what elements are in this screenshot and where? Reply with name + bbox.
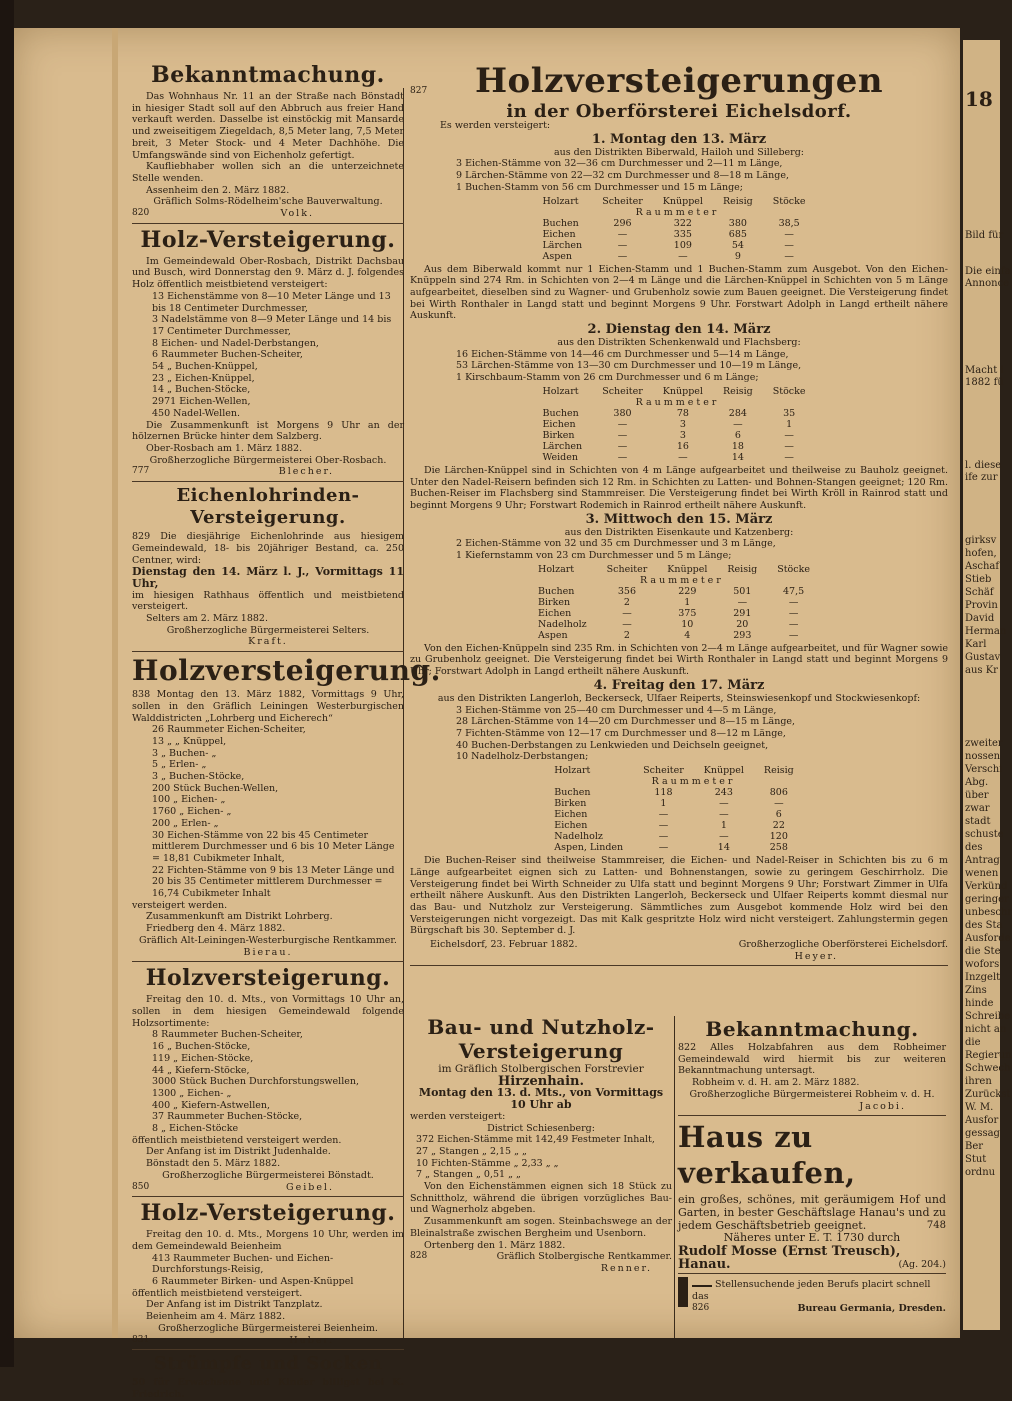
ad-number: 826 <box>692 1302 710 1313</box>
list-item: 28 Lärchen-Stämme von 14—20 cm Durchmesser und 8—15 m Länge, <box>456 716 796 728</box>
adjacent-text: schuste <box>965 829 1004 840</box>
ad-place-date: Ober-Rosbach am 1. März 1882. <box>146 442 303 454</box>
ad-item-list <box>416 1134 672 1181</box>
adjacent-text: zweiter <box>965 738 1003 749</box>
column-header: Holzart <box>554 765 591 777</box>
ad-place-date: Bönstadt den 5. März 1882. <box>146 1158 281 1170</box>
table-row: Buchen 380 78 284 35 <box>542 407 796 419</box>
column-header: Knüppel <box>667 563 708 575</box>
ad-signer: Jacobi. <box>859 1100 906 1112</box>
agency-city: Hanau. <box>678 1256 731 1272</box>
list-item: 7 Fichten-Stämme von 12—17 cm Durchmesser und 8—12 m Länge, <box>456 727 786 739</box>
ad-place-date: Beienheim am 4. März 1882. <box>146 1311 286 1323</box>
list-item: 2971 Eichen-Wellen, <box>152 396 251 408</box>
table-row: Lärchen — 16 18 — <box>542 440 794 452</box>
adjacent-text: W. M. <box>965 1102 994 1113</box>
adjacent-text: stadt <box>965 816 991 827</box>
ad-place-date: Ortenberg den 1. März 1882. <box>424 1239 566 1251</box>
ad-signer: Volk. <box>280 208 314 220</box>
list-item: 13 „ „ Knüppel, <box>152 735 227 747</box>
ad-divider <box>132 961 404 962</box>
article-authority: Großherzogliche Oberförsterei Eichelsdorf. <box>738 939 948 951</box>
section-items <box>456 349 948 384</box>
ad-title: Versteigerung <box>458 1039 624 1063</box>
ad-tail: öffentlich meistbietend versteigert werden. <box>132 1134 342 1146</box>
column-header: Stöcke <box>772 195 806 207</box>
ad-item-list <box>152 1253 404 1288</box>
ad-divider <box>678 1115 946 1116</box>
list-item: 2 Eichen-Stämme von 32 und 35 cm Durchmesser und 3 m Länge, <box>456 538 776 550</box>
unit-header: Raummeter <box>651 776 736 788</box>
ad-title: Bau- und Nutzholz- <box>427 1015 655 1039</box>
section-items <box>456 538 948 561</box>
adjacent-text: gessag <box>965 1128 1000 1139</box>
unit-header: Raummeter <box>635 396 720 408</box>
list-item: 372 Eichen-Stämme mit 142,49 Festmeter Inhalt, <box>416 1134 655 1146</box>
adjacent-text: Ber <box>965 1141 984 1152</box>
ad-text: Das Wohnhaus Nr. 11 an der Straße nach Bönstadt in hiesiger Stadt soll auf den Abbruch aus freier Hand verkauft werden. Dasselbe ist einstöckig mit Mansarde und zweiseitigem Ziegeldach, 8,5 Meter lang, 7,5 Meter breit, 3 Meter Stock- und 4 Meter Dachhöhe. Die Umfangswände sind von Eichenholz gefertigt. <box>132 91 404 161</box>
adjacent-text: Antrag <box>965 855 1000 866</box>
ad-item-list <box>152 1029 404 1134</box>
adjacent-page-fragment <box>963 40 1012 1330</box>
table-row: Lärchen — 109 54 — <box>542 239 794 251</box>
section-notes: Die Buchen-Reiser sind theilweise Stammreiser, die Eichen- und Nadel-Reiser in Schichten bis zu 6 m Länge aufgearbeitet eignen sich zu Latten- und Bohnenstangen, sowie zu geringem Geschirrholz. Die Versteigerung findet bei Wirth Schneider zu Ulfa statt und beginnt Morgens 9 Uhr; Forstwart Zimmer in Ulfa ertheilt nähere Auskunft. Aus den Distrikten Langerloh, Beckerseck und Ulfaer Reiperts kommt diesmal nur das Bau- und Nutzholz zur Versteigerung. Sämmtliches zum Ausgebot kommende Holz wird bei den Versteigerungen nicht vorgezeigt. Das mit Kalk gespritzte Holz wird nicht versteigert. Zahlungstermin gegen Bürgschaft bis 30. September d. J. <box>410 855 948 937</box>
table-row: Nadelholz — — 120 <box>554 831 788 843</box>
ad-signer: Kraft. <box>248 636 288 648</box>
ad-title: Holzversteigerung. <box>132 654 441 688</box>
section-districts: aus den Distrikten Biberwald, Hailoh und Silleberg: <box>554 146 804 158</box>
table-row: Buchen 118 243 806 <box>554 787 788 799</box>
ad-text: Stellensuchende jeden Berufs placirt schnell das <box>692 1279 931 1303</box>
column-header: Reisig <box>722 385 753 397</box>
adjacent-text: Ausfor <box>965 1115 999 1126</box>
adjacent-text: Bild für <box>965 230 1004 241</box>
section-items <box>456 158 948 193</box>
list-item: 23 „ Eichen-Knüppel, <box>152 372 255 384</box>
holzversteigerung-friedberg-ad <box>132 654 441 958</box>
table-row: Birken 1 — — <box>554 798 784 810</box>
column-header: Stöcke <box>772 385 806 397</box>
column-rule <box>674 1016 675 1338</box>
list-item: 3 Eichen-Stämme von 32—36 cm Durchmesser und 2—11 m Länge, <box>456 158 783 170</box>
ad-tail: versteigert werden. <box>132 899 228 911</box>
ad-authority: Großherzogliche Bürgermeisterei Selters. <box>166 624 370 636</box>
ad-authority: Gräflich Alt-Leiningen-Westerburgische Rentkammer. <box>139 934 397 946</box>
article-intro: Es werden versteigert: <box>440 120 551 131</box>
list-item: 450 Nadel-Wellen. <box>152 407 241 419</box>
adjacent-text: Annonce <box>965 278 1010 289</box>
list-item: 44 „ Kiefern-Stöcke, <box>152 1064 250 1076</box>
table-row: Aspen — — 9 — <box>542 250 794 262</box>
list-item: 53 Lärchen-Stämme von 13—30 cm Durchmesser und 10—19 m Länge, <box>456 360 802 372</box>
ad-meeting: Zusammenkunft am Distrikt Lohrberg. <box>146 911 333 923</box>
ad-divider <box>678 1273 946 1274</box>
ad-signer: Huber. <box>289 1334 334 1346</box>
list-item: 7 „ Stangen „ 0,51 „ „ <box>416 1169 521 1181</box>
page-edge <box>112 28 118 1338</box>
section-notes: Von den Eichen-Knüppeln sind 235 Rm. in Schichten von 2—4 m Länge aufgearbeitet, und für Wagner sowie zu Grubenholz geeignet. Die Versteigerung findet bei Wirth Ronthaler in Langd statt und beginnt Morgens 9 Uhr; Forstwart Adolph in Langd ertheilt nähere Auskunft. <box>410 642 948 678</box>
table-row: Eichen — 1 22 <box>554 820 785 832</box>
eichenlohrinden-ad <box>132 485 404 648</box>
list-item: 37 Raummeter Buchen-Stöcke, <box>152 1111 303 1123</box>
ad-number: 850 <box>132 1181 150 1192</box>
ad-title: Haus zu verkaufen, <box>678 1120 856 1191</box>
list-item: 1 Buchen-Stamm von 56 cm Durchmesser und 15 m Länge; <box>456 181 744 193</box>
ad-text: 822 Alles Holzabfahren aus dem Robheimer Gemeindewald wird hiermit bis zur weiteren Bekanntmachung untersagt. <box>678 1042 946 1077</box>
adjacent-text: Macht i <box>965 365 1004 376</box>
ad-intro: Freitag den 10. d. Mts., Morgens 10 Uhr, werden im dem Gemeindewald Beienheim <box>132 1229 404 1252</box>
section-heading: 2. Dienstag den 14. März <box>587 322 771 338</box>
list-item: 6 Raummeter Buchen-Scheiter, <box>152 349 303 361</box>
adjacent-text: Zins <box>965 985 987 996</box>
adjacent-text: David <box>965 613 995 624</box>
ad-place-date: Robheim v. d. H. am 2. März 1882. <box>692 1077 860 1089</box>
table-row: Aspen 2 4 293 — <box>538 629 799 641</box>
adjacent-text: Schwech <box>965 1063 1011 1074</box>
list-item: 3000 Stück Buchen Durchforstungswellen, <box>152 1076 360 1088</box>
list-item: 413 Raummeter Buchen- und Eichen-Durchforstungs-Reisig, <box>152 1252 334 1276</box>
adjacent-text: ife zur <box>965 472 998 483</box>
ad-place-date: Selters am 2. März 1882. <box>146 613 268 625</box>
adjacent-text: Herman <box>965 626 1007 637</box>
adjacent-text: wenen <box>965 868 999 879</box>
main-article <box>410 60 948 969</box>
ad-divider <box>132 223 404 224</box>
ad-signer: Geibel. <box>285 1181 334 1193</box>
ad-place-date: Friedberg den 4. März 1882. <box>146 923 286 935</box>
auction-section-3 <box>410 512 948 678</box>
adjacent-text: Stut <box>965 1154 987 1165</box>
ad-text: im hiesigen Rathhaus öffentlich und meistbietend versteigert. <box>132 589 404 613</box>
list-item: 8 Eichen- und Nadel-Derbstangen, <box>152 337 319 349</box>
table-row: Eichen — — 6 <box>554 809 782 821</box>
bekanntmachung-robheim-ad <box>678 1016 946 1314</box>
holz-versteigerung-beienheim-ad <box>132 1200 404 1346</box>
section-notes: Die Lärchen-Knüppel sind in Schichten von 4 m Länge aufgearbeitet und theilweise zu Bauholz geeignet. Unter den Nadel-Reisern befinden sich 12 Rm. in Schichten zu Latten- und Bohnen-Stangen geeignet; 120 Rm. Buchen-Reiser im Flachsberg sind Stammreiser. Die Versteigerung findet bei Wirth Kröll in Rainrod statt und beginnt Morgens 9 Uhr; Forstwart Rodemich in Rainrod ertheilt nähere Auskunft. <box>410 464 948 511</box>
section-notes: Aus dem Biberwald kommt nur 1 Eichen-Stamm und 1 Buchen-Stamm zum Ausgebot. Von den Eichen-Knüppeln sind 274 Rm. in Schichten von 2—4 m Länge und die Lärchen-Knüppel in Schichten von 5 m Länge aufgearbeitet, dieselben sind zu Wagner- und Grubenholz sowie zum Bauen geeignet. Die Versteigerung findet bei Wirth Ronthaler in Langd statt und beginnt Morgens 9 Uhr. Forstwart Adolph in Langd ertheilt nähere Auskunft. <box>410 263 948 322</box>
ad-meeting: Der Anfang ist im Distrikt Tanzplatz. <box>146 1299 323 1311</box>
ad-title: Holz-Versteigerung. <box>140 226 396 253</box>
ad-subtitle: Hirzenhain. <box>498 1073 584 1089</box>
adjacent-text: hinde <box>965 998 994 1009</box>
list-item: 9 Lärchen-Stämme von 22—32 cm Durchmesser und 8—18 m Länge, <box>456 170 789 182</box>
auction-section-4 <box>410 678 948 937</box>
ad-intro: 838 Montag den 13. März 1882, Vormittags 9 Uhr, sollen in den Gräflich Leiningen Westerburgischen Walddistricten „Lohrberg und Eicherech“ <box>132 689 404 724</box>
list-item: 3 Nadelstämme von 8—9 Meter Länge und 14 bis 17 Centimeter Durchmesser, <box>152 314 392 337</box>
list-item: 3 „ Buchen-Stöcke, <box>152 771 245 783</box>
ad-item-list <box>152 724 404 900</box>
ad-signer: Renner. <box>600 1262 652 1274</box>
list-item: 27 „ Stangen „ 2,15 „ „ <box>416 1145 527 1157</box>
section-heading: 4. Freitag den 17. März <box>593 677 765 693</box>
list-item: 10 Nadelholz-Derbstangen; <box>456 751 589 763</box>
adjacent-text: Zurückst <box>965 1089 1011 1100</box>
table-row: Nadelholz — 10 20 — <box>538 618 799 630</box>
list-item: 16 „ Buchen-Stöcke, <box>152 1041 251 1053</box>
auction-section-2 <box>410 322 948 512</box>
adjacent-text: nossen <box>965 751 1001 762</box>
list-item: 40 Buchen-Derbstangen zu Lenkwieden und Deichseln geeignet, <box>456 739 769 751</box>
adjacent-text: Ausforde <box>965 933 1011 944</box>
table-row: Aspen, Linden — 14 258 <box>554 842 788 854</box>
list-item: 1300 „ Eichen- „ <box>152 1087 232 1099</box>
ad-place-date: Assenheim den 2. März 1882. <box>146 184 290 196</box>
bekanntmachung-ad <box>132 62 404 220</box>
adjacent-text: 1882 fü <box>965 377 1004 388</box>
column-header: Scheiter <box>602 195 643 207</box>
agency-name: Rudolf Mosse (Ernst Treusch), <box>678 1243 901 1259</box>
auction-section-1 <box>410 132 948 322</box>
adjacent-page-number: 18 <box>965 87 993 111</box>
list-item: 100 „ Eichen- „ <box>152 794 226 806</box>
table-row: Buchen 356 229 501 47,5 <box>538 585 805 597</box>
holzversteigerung-boenstadt-ad <box>132 965 404 1193</box>
adjacent-text: Abg. <box>965 777 989 788</box>
article-place-date: Eichelsdorf, 23. Februar 1882. <box>430 939 578 951</box>
table-row: Buchen 296 322 380 38,5 <box>542 217 800 229</box>
adjacent-text: Provin <box>965 600 998 611</box>
adjacent-text: girksv <box>965 535 997 546</box>
stellensuchende-ad <box>678 1277 946 1314</box>
adjacent-text: über <box>965 790 989 801</box>
adjacent-text: geringer <box>965 894 1009 905</box>
list-item: 1 Kirschbaum-Stamm von 26 cm Durchmesser und 6 m Länge; <box>456 372 759 384</box>
holz-versteigerung-ober-rosbach-ad <box>132 227 404 478</box>
adjacent-text: Regierun <box>965 1050 1012 1061</box>
column-header: Knüppel <box>703 765 744 777</box>
ad-authority: Großherzogliche Bürgermeisterei Robheim v. d. H. <box>689 1088 935 1100</box>
adjacent-text: hofen, <box>965 548 997 559</box>
binder-edge <box>0 0 14 1367</box>
article-signer: Heyer. <box>794 950 838 962</box>
ad-authority: Gräflich Solms-Rödelheim'sche Bauverwaltung. <box>153 196 383 208</box>
adjacent-text: zwar <box>965 803 990 814</box>
list-item: 200 Stück Buchen-Wellen, <box>152 782 279 794</box>
adjacent-text: l. diese <box>965 460 1002 471</box>
table-row: Eichen — 375 291 — <box>538 607 799 619</box>
adjacent-text: die Ste <box>965 946 1001 957</box>
ad-number: 828 <box>410 1251 428 1262</box>
list-item: 54 „ Buchen-Knüppel, <box>152 361 258 373</box>
list-item: 400 „ Kiefern-Astwellen, <box>152 1099 271 1111</box>
column-header: Holzart <box>542 385 579 397</box>
list-item: 1 Kiefernstamm von 23 cm Durchmesser und 5 m Länge; <box>456 550 732 562</box>
list-item: 30 Eichen-Stämme von 22 bis 45 Centimeter mittlerem Durchmesser und 6 bis 10 Meter Länge = 18,81 Cubikmeter Inhalt, <box>152 829 395 864</box>
ad-authority: Großherzogliche Bürgermeisterei Bönstadt. <box>162 1169 374 1181</box>
ad-divider <box>132 481 404 482</box>
ad-title: Strümpfe und Socken <box>153 1353 383 1375</box>
ad-text: ein großes, schönes, mit geräumigem Hof und Garten, in bester Geschäftslage Hanau's und zu jedem Geschäftsbetrieb geeignet. <box>678 1193 946 1233</box>
column-header: Reisig <box>727 563 758 575</box>
ad-date-line: Montag den 13. d. Mts., von Vormittags 10 Uhr ab <box>418 1086 664 1112</box>
ad-number: 777 <box>132 466 150 477</box>
column-header: Scheiter <box>602 385 643 397</box>
decorative-block-icon <box>678 1277 688 1307</box>
column-header: Holzart <box>542 195 579 207</box>
ad-intro: Im Gemeindewald Ober-Rosbach, Distrikt Dachsbau und Busch, wird Donnerstag den 9. März d. J. folgendes Holz öffentlich meistbietend versteigert: <box>132 255 404 291</box>
column-header: Scheiter <box>643 765 684 777</box>
adjacent-text: Schäf <box>965 587 994 598</box>
section-districts: aus den Distrikten Schenkenwald und Flachsberg: <box>557 337 801 349</box>
list-item: 1760 „ Eichen- „ <box>152 806 232 818</box>
adjacent-text: Stieb <box>965 574 992 585</box>
table-row: Eichen — 335 685 — <box>542 228 794 240</box>
adjacent-text: Schreibe <box>965 1011 1011 1022</box>
column-header: Stöcke <box>777 563 810 575</box>
list-item: 13 Eichenstämme von 8—10 Meter Länge und 13 bis 18 Centimeter Durchmesser, <box>152 290 391 314</box>
ad-text: 50 für Erwachsene und Kinder billigst bei K. Friedrich. <box>132 1377 404 1400</box>
wood-table <box>554 765 803 853</box>
ad-title: Bekanntmachung. <box>705 1017 919 1041</box>
adjacent-text: Inzgelt <box>965 972 1001 983</box>
ad-contact: Näheres unter E. T. 1730 durch <box>723 1230 901 1244</box>
wood-table <box>538 564 820 641</box>
list-item: 8 „ Eichen-Stöcke <box>152 1123 239 1135</box>
bau-nutzholz-ad <box>410 1014 672 1275</box>
list-item: 119 „ Eichen-Stöcke, <box>152 1052 254 1064</box>
article-subtitle: in der Oberförsterei Eichelsdorf. <box>506 101 852 122</box>
section-items <box>456 705 948 764</box>
ad-authority: Großherzogliche Bürgermeisterei Beienheim. <box>158 1322 378 1334</box>
list-item: 10 Fichten-Stämme „ 2,33 „ „ <box>416 1157 559 1169</box>
column-header: Scheiter <box>606 563 648 575</box>
ad-title: Bekanntmachung. <box>151 62 385 88</box>
column-header: Knüppel <box>662 195 703 207</box>
ad-bureau: Bureau Germania, Dresden. <box>797 1302 946 1314</box>
ad-number: 748 <box>926 1220 946 1232</box>
ad-signer: Bierau. <box>243 946 293 958</box>
ad-text: 829 Die diesjährige Eichenlohrinde aus hiesigem Gemeindewald, 18- bis 20jähriger Bestand, ca. 250 Centner, wird: <box>132 531 404 566</box>
ad-text: werden versteigert: <box>410 1110 506 1122</box>
adjacent-text: Die einfa <box>965 266 1011 277</box>
ad-authority: Gräflich Stolbergische Rentkammer. <box>496 1251 672 1263</box>
agency-code: (Ag. 204.) <box>898 1258 946 1270</box>
table-row: Weiden — — 14 — <box>542 451 794 463</box>
ad-date-line: Dienstag den 14. März l. J., Vormittags 11 Uhr, <box>132 565 404 590</box>
column-header: Holzart <box>538 563 575 575</box>
ad-authority: Großherzogliche Bürgermeisterei Ober-Rosbach. <box>149 454 387 466</box>
ad-number: 831 <box>132 1334 150 1345</box>
wood-table <box>542 386 815 463</box>
adjacent-text: Aschaf <box>965 561 1000 572</box>
article-number: 827 <box>410 86 428 96</box>
section-heading: 1. Montag den 13. März <box>591 131 767 147</box>
list-item: 8 Raummeter Buchen-Scheiter, <box>152 1029 303 1041</box>
ad-meeting: Der Anfang ist im Distrikt Judenhalde. <box>146 1146 331 1158</box>
struempfe-ad <box>132 1353 404 1400</box>
ad-divider <box>132 651 404 652</box>
adjacent-text: Gustav <box>965 652 1001 663</box>
ad-divider <box>132 1196 404 1197</box>
list-item: 16 Eichen-Stämme von 14—46 cm Durchmesser und 5—14 m Länge, <box>456 348 789 360</box>
pointing-hand-icon <box>692 1277 712 1287</box>
ad-district: District Schiesenberg: <box>487 1122 595 1134</box>
list-item: 14 „ Buchen-Stöcke, <box>152 384 251 396</box>
adjacent-text: wofors <box>965 959 1000 970</box>
article-title: Holzversteigerungen <box>474 61 884 101</box>
adjacent-text: ihren <box>965 1076 992 1087</box>
unit-header: Raummeter <box>640 574 724 586</box>
list-item: 200 „ Erlen- „ <box>152 817 219 829</box>
ad-notes: Von den Eichenstämmen eignen sich 18 Stück zu Schnittholz, während die übrigen vorzügliches Bau- und Wagnerholz abgeben. <box>410 1181 672 1216</box>
section-heading: 3. Mittwoch den 15. März <box>585 511 773 527</box>
ad-title: Holzversteigerung. <box>145 965 391 992</box>
column-header: Reisig <box>722 195 753 207</box>
section-districts: aus den Distrikten Langerloh, Beckerseck, Ulfaer Reiperts, Steinswiesenkopf und Stockwiesenkopf: <box>437 692 921 704</box>
ad-intro: Freitag den 10. d. Mts., von Vormittags 10 Uhr an, sollen in dem hiesigen Gemeindewald folgende Holzsortimente: <box>132 994 404 1029</box>
adjacent-text: ordnu <box>965 1167 996 1178</box>
list-item: 5 „ Erlen- „ <box>152 759 207 771</box>
adjacent-text: unbeschr <box>965 907 1012 918</box>
ad-meeting: Zusammenkunft am sogen. Steinbachswege an der Bleinalstraße zwischen Bergheim und Usenborn. <box>410 1216 672 1239</box>
ad-signer: Blecher. <box>278 466 334 478</box>
ad-divider <box>132 1349 404 1350</box>
ad-title: Holz-Versteigerung. <box>140 1200 396 1227</box>
adjacent-text: Verschi <box>965 764 1003 775</box>
haus-zu-verkaufen-ad <box>678 1119 946 1270</box>
adjacent-text: Karl <box>965 639 987 650</box>
adjacent-text: Verkünd <box>965 881 1008 892</box>
adjacent-text: die <box>965 1037 981 1048</box>
list-item: 3 Eichen-Stämme von 25—40 cm Durchmesser und 4—5 m Länge, <box>456 704 777 716</box>
column-header: Reisig <box>763 765 794 777</box>
ad-meeting: Die Zusammenkunft ist Morgens 9 Uhr an der hölzernen Brücke hinter dem Salzberg. <box>132 419 404 443</box>
list-item: 6 Raummeter Birken- und Aspen-Knüppel <box>152 1276 354 1288</box>
ad-tail: öffentlich meistbietend versteigert. <box>132 1287 303 1299</box>
ad-subtitle: im Gräflich Stolbergischen Forstrevier <box>438 1063 644 1075</box>
adjacent-text: aus Kr <box>965 665 998 676</box>
list-item: 22 Fichten-Stämme von 9 bis 13 Meter Länge und 20 bis 35 Centimeter mittlerem Durchmesser = 16,74 Cubikmeter Inhalt <box>152 864 395 900</box>
adjacent-text: des <box>965 842 983 853</box>
table-row: Birken 2 1 — — <box>538 596 799 608</box>
wood-table <box>542 196 815 262</box>
list-item: 26 Raummeter Eichen-Scheiter, <box>152 724 306 736</box>
article-divider <box>410 965 948 966</box>
table-row: Eichen — 3 — 1 <box>542 418 793 430</box>
ad-text: Kaufliebhaber wollen sich an die unterzeichnete Stelle wenden. <box>132 161 404 184</box>
unit-header: Raummeter <box>635 206 720 218</box>
ad-number: 820 <box>132 208 150 219</box>
table-row: Birken — 3 6 — <box>542 429 794 441</box>
ad-item-list <box>152 291 404 420</box>
ad-title: Eichenlohrinden-Versteigerung. <box>176 485 360 529</box>
adjacent-text: nicht an <box>965 1024 1007 1035</box>
column-header: Knüppel <box>662 385 703 397</box>
list-item: 3 „ Buchen- „ <box>152 747 217 759</box>
newspaper-page <box>14 28 960 1400</box>
adjacent-text: des Sta <box>965 920 1003 931</box>
section-districts: aus den Distrikten Eisenkaute und Katzenberg: <box>564 526 794 538</box>
